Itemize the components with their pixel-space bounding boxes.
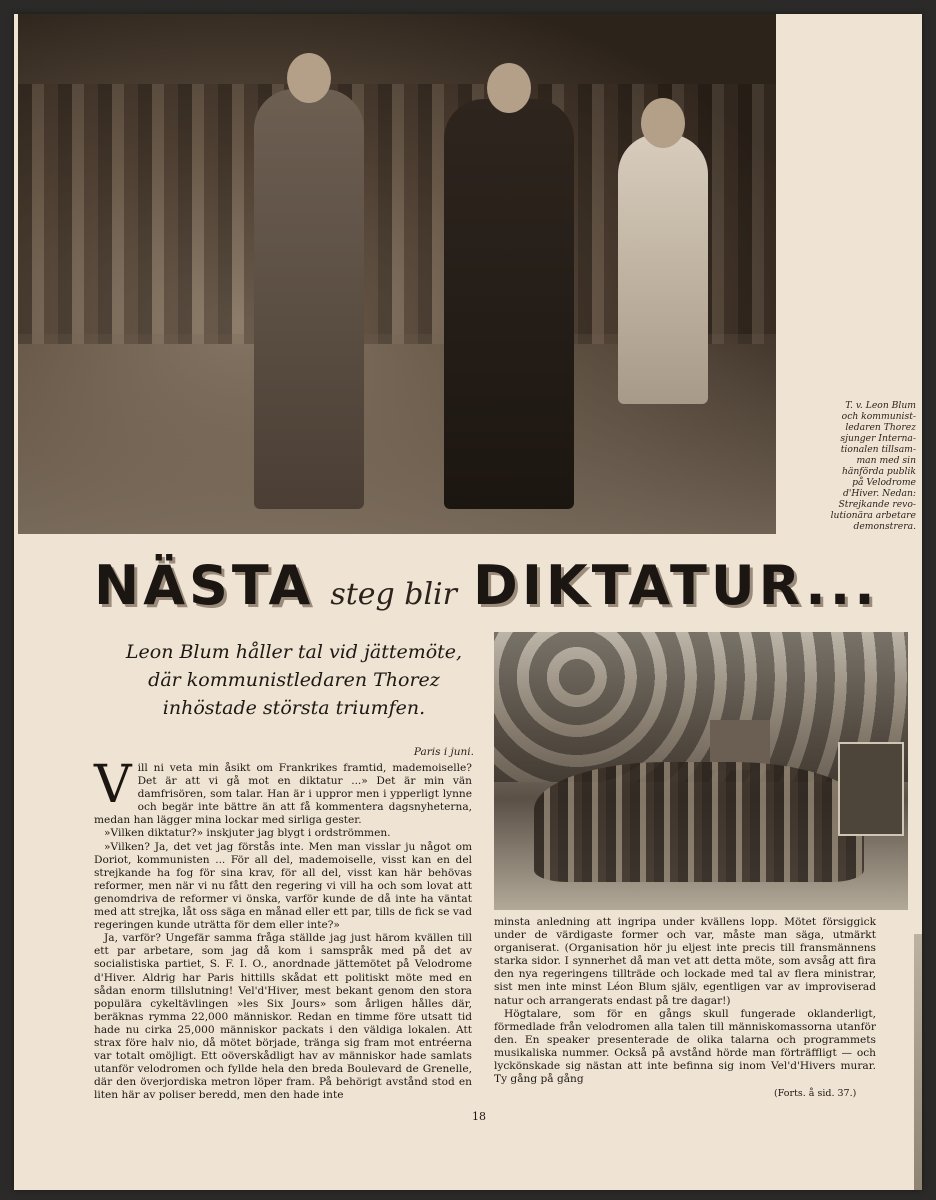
- paragraph: minsta anledning att ingripa under kvällens lopp. Mötet försiggick under de värdigaste former och var, måste man säga, utmärkt organiserat. (Organisation hör ju eljest inte precis till fransmännens starka sidor. I synnerhet då man vet att detta möte, som avsåg att fira den nya regeringens tillträde och lockade med tal av flera ministrar, sist men inte minst Léon Blum själv, egentligen var av improviserad natur och arrangerats endast på tre dagar!): [494, 916, 876, 1007]
- magazine-page: [14, 14, 922, 1190]
- photo-striking-workers: [494, 632, 908, 910]
- caption-line: T. v. Leon Blum: [845, 400, 916, 411]
- paragraph: Ja, varför? Ungefär samma fråga ställde jag just härom kvällen till ett par arbetare, som jag då kom i samspråk med på det av socialistiska partiet, S. F. I. O., anordnade jättemötet på Velodrome d'Hiver. Aldrig har Paris hittills skådat ett politiskt möte med en sådan enorm tillslutning! Vel'd'Hiver, mest bekant genom den stora populära cykeltävlingen »les Six Jours» som årligen hålles där, beräknas rymma 22,000 människor. Redan en timme före utsatt tid hade nu cirka 25,000 människor packats i den väldiga lokalen. Att strax före halv nio, då mötet började, tränga sig fram mot entréerna var totalt omöjligt. Ett oöverskådligt hav av människor hade samlats utanför velodromen och fyllde hela den breda Boulevard de Grenelle, där den överjordiska metron löper fram. På behörigt avstånd stod en liten här av poliser beredd, men den hade inte: [94, 932, 472, 1102]
- paragraph: »Vilken diktatur?» inskjuter jag blygt i ordströmmen.: [104, 827, 391, 840]
- caption-line: d'Hiver. Nedan:: [842, 488, 916, 499]
- headline: [94, 554, 894, 624]
- subtitle-line: Leon Blum håller tal vid jättemöte,: [125, 641, 463, 663]
- headline-diktatur: DIKTATUR...: [473, 554, 879, 617]
- figure-raised-fist-man: [618, 134, 708, 404]
- continuation-note: (Forts. å sid. 37.): [774, 1088, 857, 1099]
- body-column-right: [494, 916, 876, 1086]
- caption-line: lutionära arbetare: [830, 510, 916, 521]
- figure-leon-blum: [254, 89, 364, 509]
- subtitle-line: inhöstade största triumfen.: [162, 697, 426, 719]
- dropcap: V: [94, 755, 132, 815]
- headline-nasta: NÄSTA: [94, 554, 315, 617]
- dateline: Paris i juni.: [413, 746, 474, 758]
- caption-line: hänförda publik: [841, 466, 916, 477]
- marching-crowd: [534, 762, 864, 882]
- body-column-left: [94, 755, 472, 1102]
- subtitle-line: där kommunistledaren Thorez: [148, 669, 440, 691]
- caption-line: Strejkande revo-: [838, 499, 916, 510]
- headline-steg-blir: steg blir: [330, 577, 457, 612]
- photo-caption: [786, 400, 916, 532]
- bus: [838, 742, 904, 836]
- paragraph: »Vilken? Ja, det vet jag förstås inte. Men man visslar ju något om Doriot, kommunisten ... För all del, mademoiselle, visst kan en del strejkande ha fog för sina krav, för all del, visst kan här behövas reformer, men när vi nu fått den regering vi vill ha och som lovat att genomdriva de reformer vi önska, varför kunde de då inte ha väntat med att strejka, låt oss säga en månad eller ett par, tills de fick se vad regeringen kunde uträtta för dem eller inte?»: [94, 840, 472, 932]
- caption-line: ledaren Thorez: [845, 422, 916, 433]
- photo-blum-thorez-rally: [18, 14, 776, 534]
- caption-line: sjunger Interna-: [840, 433, 916, 444]
- page-number: 18: [472, 1110, 486, 1123]
- caption-line: demonstrera.: [853, 521, 916, 532]
- figure-thorez: [444, 99, 574, 509]
- subtitle: [124, 638, 464, 722]
- paragraph: Högtalare, som för en gångs skull fungerade oklanderligt, förmedlade från velodromen alla talen till människomassorna utanför den. En speaker presenterade de olika talarna och programmets musikaliska nummer. Också på avstånd hörde man förträffligt — och lyckönskade sig nästan att inte befinna sig inom Vel'd'Hivers murar. Ty gång på gång: [494, 1007, 876, 1086]
- caption-line: och kommunist-: [841, 411, 916, 422]
- adjacent-page-edge: [914, 934, 922, 1190]
- caption-line: på Velodrome: [852, 477, 916, 488]
- paragraph: ill ni veta min åsikt om Frankrikes framtid, mademoiselle? Det är att vi gå mot en diktatur ...» Det är min vän damfrisören, som talar. Han är i uppror men i ypperligt lynne och begär inte bättre än att få kommentera dagsnyheterna, medan han lägger mina lockar med sirliga gester.: [94, 762, 472, 827]
- caption-line: man med sin: [856, 455, 916, 466]
- caption-line: tionalen tillsam-: [840, 444, 916, 455]
